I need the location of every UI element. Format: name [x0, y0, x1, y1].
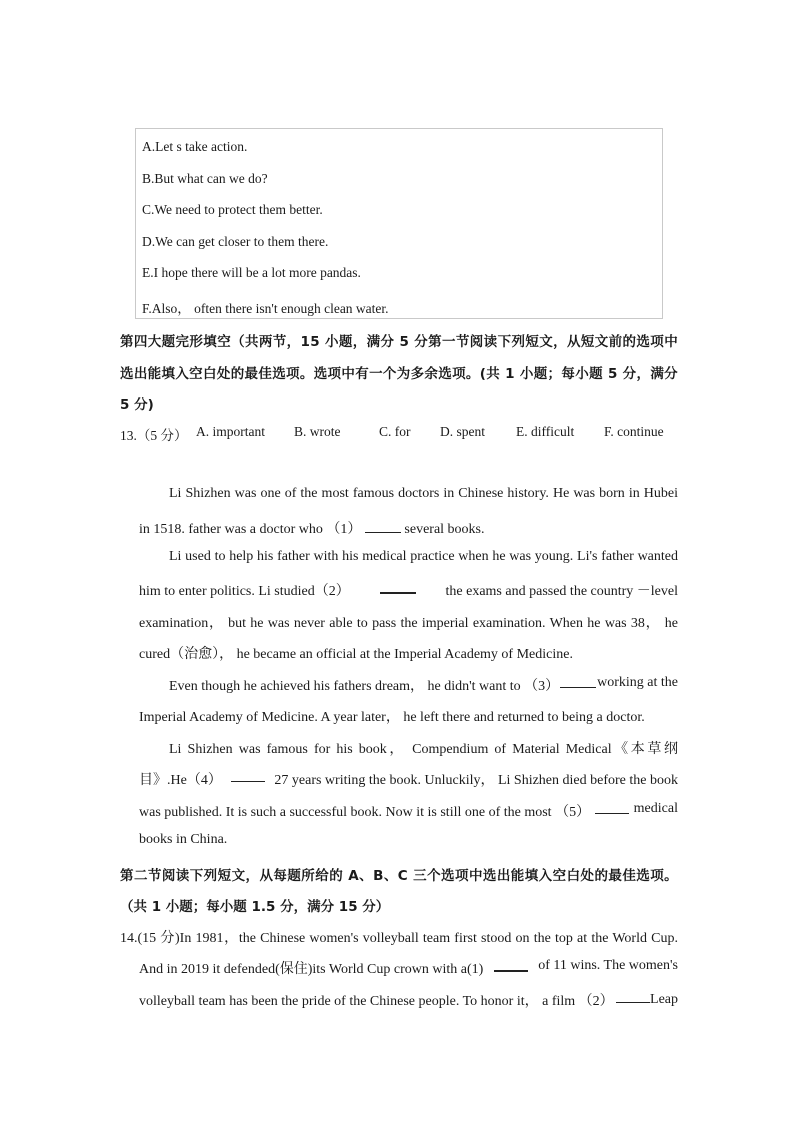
q14-line1: 14.(15 分)In 1981，the Chinese women's volleyball team first stood on the top at the World Cup. [120, 931, 678, 946]
passage-p2-line2: him to enter politics. Li studied（2） the exams and passed the country －level [139, 580, 678, 600]
q13-choice-b: B. wrote [294, 424, 341, 439]
blank-5[interactable] [595, 801, 629, 814]
option-c: C.We need to protect them better. [142, 202, 323, 217]
blank-4[interactable] [231, 769, 265, 782]
passage-p3-line2: Imperial Academy of Medicine. A year later， he left there and returned to being a doctor. [139, 710, 645, 725]
blank-3[interactable] [560, 675, 596, 688]
q14-line3: volleyball team has been the pride of the Chinese people. To honor it， a film （2） Leap [139, 992, 678, 1009]
passage-p2-line4: cured（治愈）， he became an official at the Imperial Academy of Medicine. [139, 647, 573, 662]
q13-choice-d: D. spent [440, 424, 485, 439]
option-d: D.We can get closer to them there. [142, 234, 329, 249]
option-b: B.But what can we do? [142, 171, 268, 186]
passage-p4-line4: books in China. [139, 832, 228, 847]
q13-choice-f: F. continue [604, 424, 664, 439]
passage-p4-line2: 目》.He（4） 27 years writing the book. Unluckily， Li Shizhen died before the book [139, 769, 678, 789]
passage-p2-line3: examination， but he was never able to pass the imperial examination. When he was 38， he [139, 616, 678, 631]
q14-blank-2[interactable] [616, 990, 650, 1003]
passage-p3-line1: Even though he achieved his fathers dream， he didn't want to （3） working at the [169, 675, 678, 694]
passage-p2-line1: Li used to help his father with his medical practice when he was young. Li's father wanted [169, 549, 678, 564]
section4-instruction-line2: 选出能填入空白处的最佳选项。选项中有一个为多余选项。(共 1 小题；每小题 5 分，满分 [120, 366, 678, 382]
section4-instruction-line3: 5 分) [120, 397, 154, 413]
blank-1[interactable] [365, 520, 401, 533]
q13-choice-e: E. difficult [516, 424, 575, 439]
q14-line2: And in 2019 it defended(保住)its World Cup crown with a(1) of 11 wins. The women's [139, 958, 678, 977]
passage-p1-line1: Li Shizhen was one of the most famous doctors in Chinese history. He was born in Hubei [169, 486, 678, 501]
q13-choice-c: C. for [379, 424, 411, 439]
q13-choice-a: A. important [196, 424, 265, 439]
q14-blank-1[interactable] [494, 958, 528, 972]
option-box [135, 128, 663, 319]
option-a: A.Let s take action. [142, 139, 248, 154]
option-f: F.Also， often there isn't enough clean water. [142, 301, 389, 316]
passage-p1-line2: in 1518. father was a doctor who （1） several books. [139, 522, 485, 537]
section2-instruction-line2: （共 1 小题；每小题 1.5 分，满分 15 分） [120, 899, 390, 915]
q13-label: 13.（5 分） [120, 428, 188, 443]
option-e: E.I hope there will be a lot more pandas. [142, 265, 361, 280]
passage-p4-line1: Li Shizhen was famous for his book， Compendium of Material Medical《本草纲 [169, 742, 678, 757]
section4-instruction-line1: 第四大题完形填空（共两节，15 小题，满分 5 分第一节阅读下列短文，从短文前的选项中 [120, 334, 678, 350]
section2-instruction-line1: 第二节阅读下列短文，从每题所给的 A、B、C 三个选项中选出能填入空白处的最佳选项。 [120, 868, 678, 884]
passage-p4-line3: was published. It is such a successful book. Now it is still one of the most （5） medical [139, 801, 678, 820]
blank-2[interactable] [380, 580, 416, 594]
